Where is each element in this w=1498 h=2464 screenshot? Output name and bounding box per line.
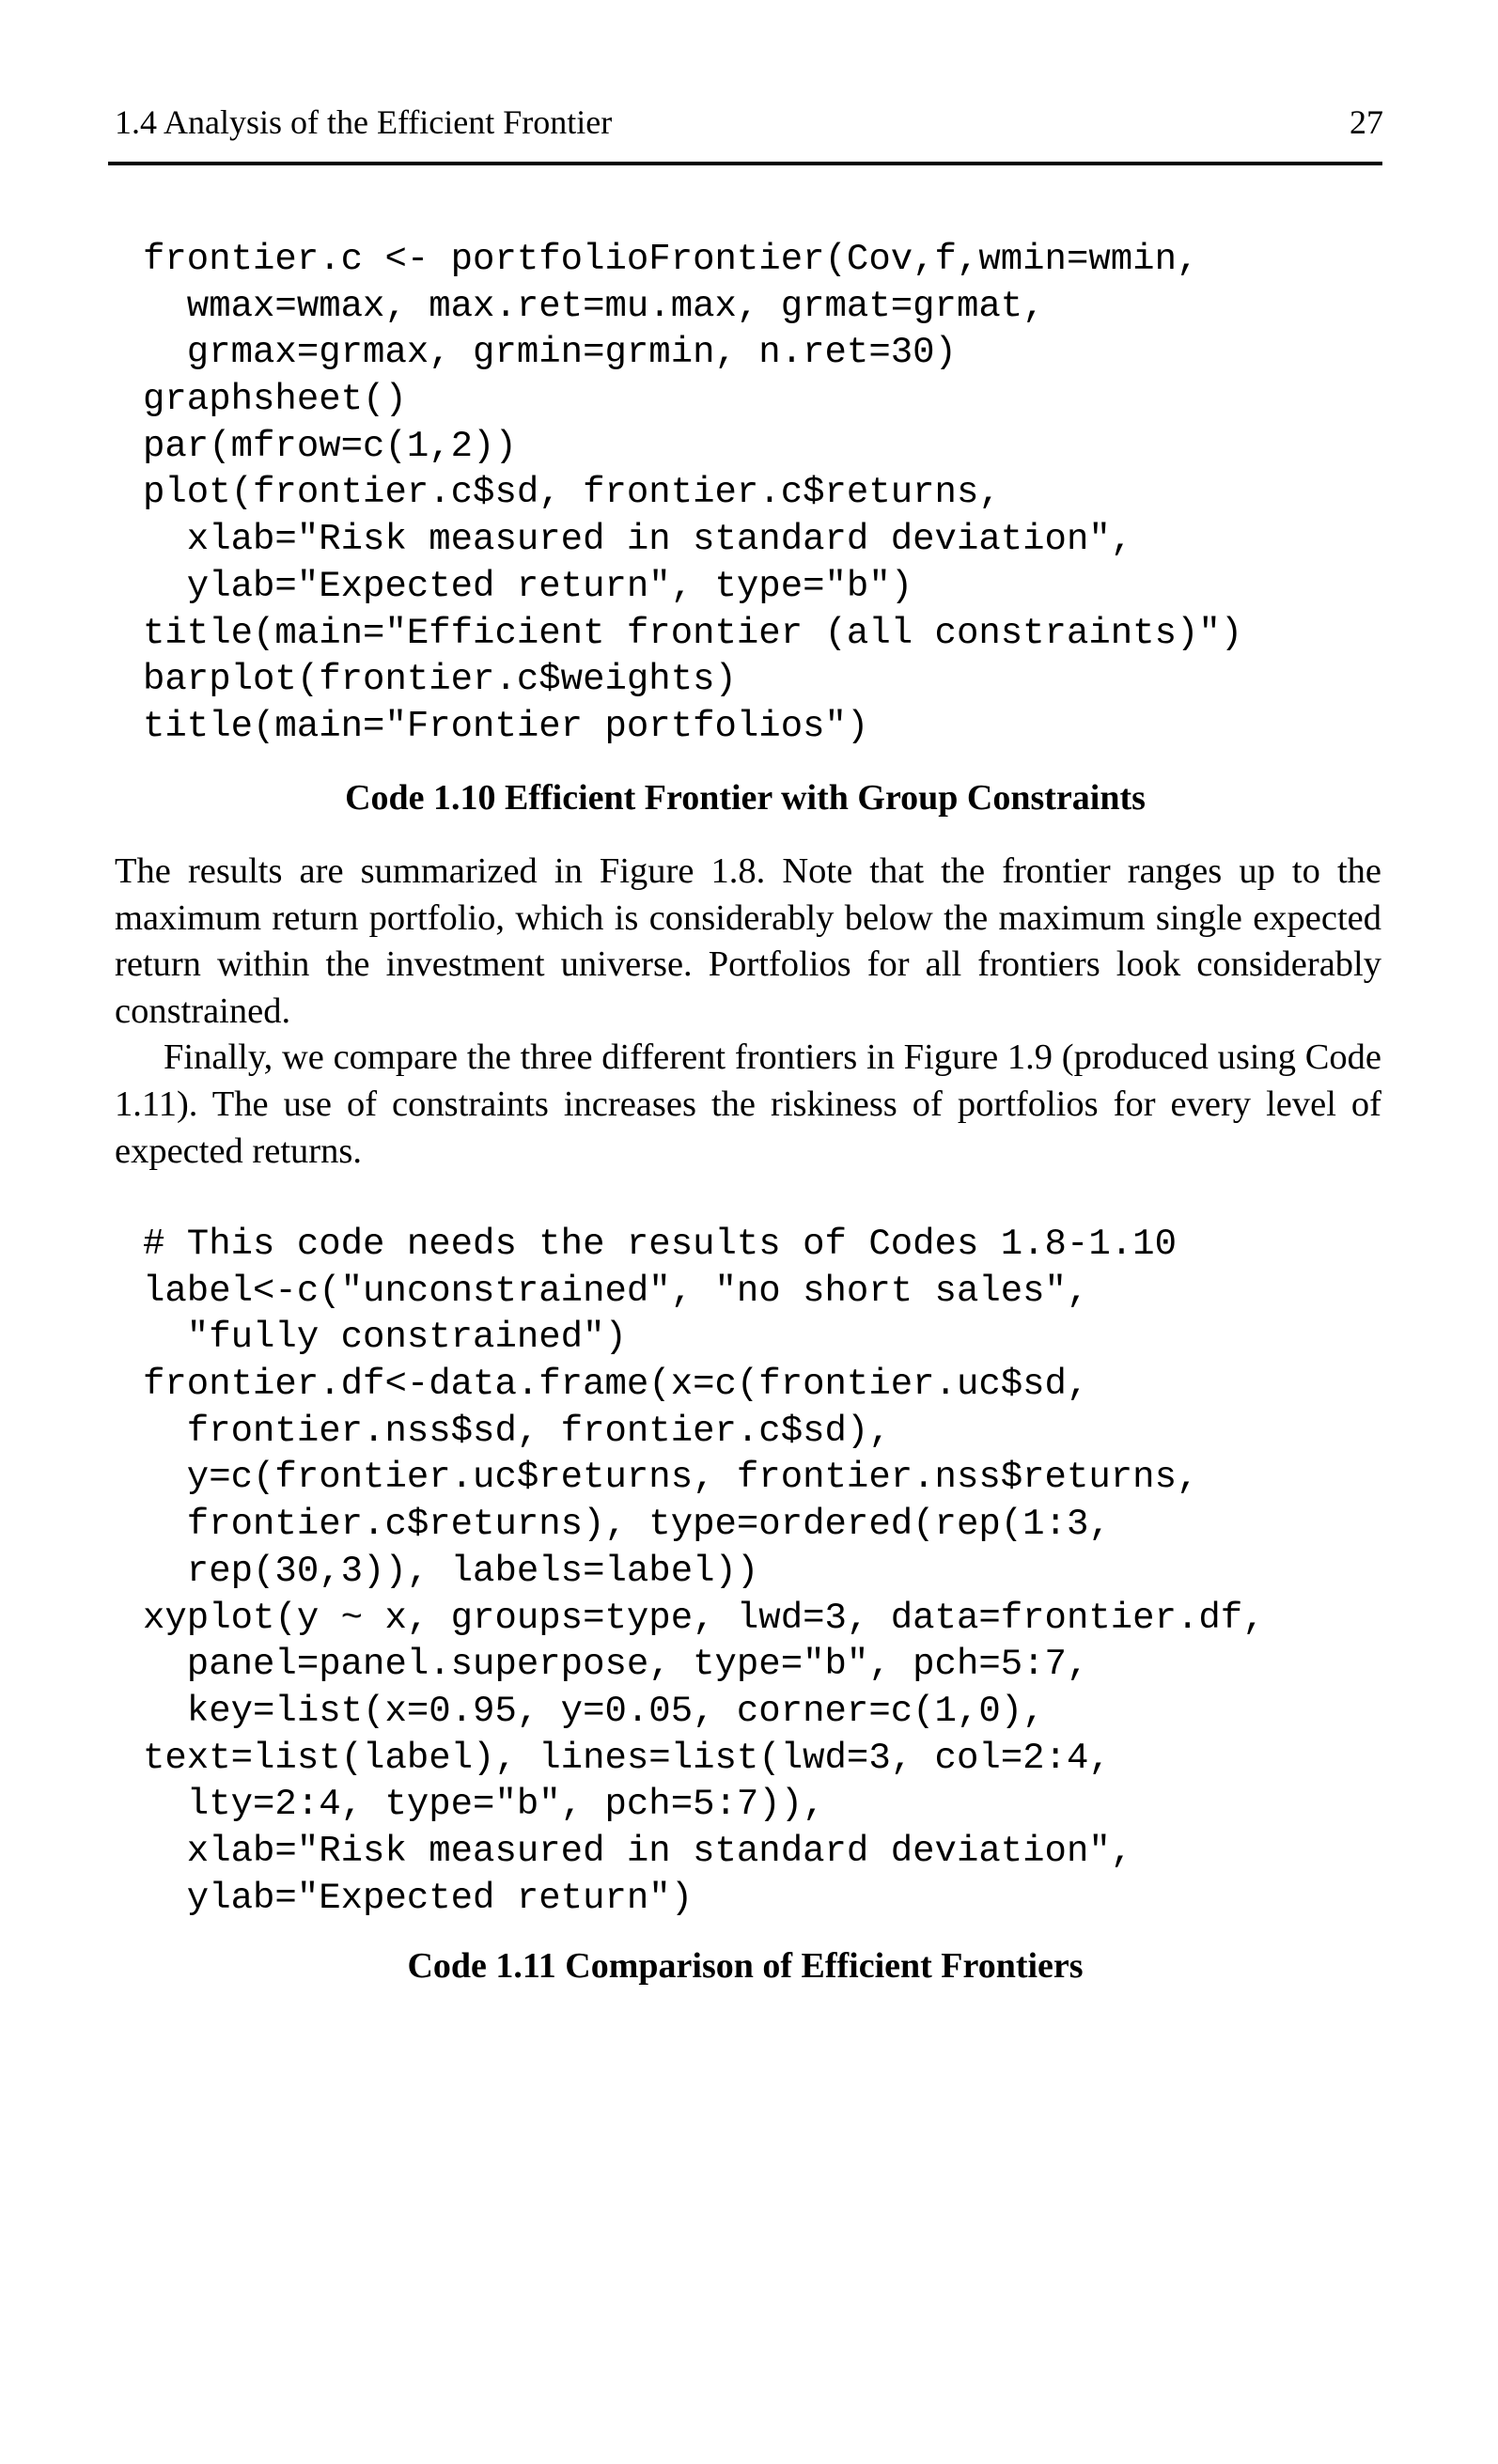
code-line: xlab="Risk measured in standard deviation", [143,519,1133,561]
code-line: y=c(frontier.uc$returns, frontier.nss$returns, [143,1457,1199,1499]
code-listing-1-11 [143,1222,1265,1922]
code-line: grmax=grmax, grmin=grmin, n.ret=30) [143,332,957,374]
code-line: frontier.c$returns), type=ordered(rep(1:3, [143,1504,1111,1546]
code-line: # This code needs the results of Codes 1.8-1.10 [143,1224,1177,1265]
code-line: wmax=wmax, max.ret=mu.max, grmat=grmat, [143,285,1045,327]
code-line: "fully constrained") [143,1317,627,1359]
code-line: frontier.c <- portfolioFrontier(Cov,f,wmin=wmin, [143,239,1199,280]
code-line: plot(frontier.c$sd, frontier.c$returns, [143,472,1001,514]
running-header [115,99,1383,146]
page-number: 27 [1350,103,1383,141]
code-line: barplot(frontier.c$weights) [143,659,737,701]
body-text [115,849,1381,1175]
code-listing-1-10 [143,237,1242,751]
code-line: graphsheet() [143,379,407,421]
code-line: title(main="Frontier portfolios") [143,705,869,747]
paragraph-results: The results are summarized in Figure 1.8. Note that the frontier ranges up to the maximum return portfolio, which is considerably below the maximum single expected return within the investment universe. Portfolios for all frontiers look considerably constrained. [115,851,1381,1031]
paragraph-comparison: Finally, we compare the three different frontiers in Figure 1.9 (produced using Code 1.11). The use of constraints increases the riskiness of portfolios for every level of expected returns. [115,1037,1381,1171]
code-line: ylab="Expected return") [143,1877,694,1919]
section-title: 1.4 Analysis of the Efficient Frontier [115,103,613,141]
code-line: frontier.nss$sd, frontier.c$sd), [143,1410,891,1452]
code-line: xyplot(y ~ x, groups=type, lwd=3, data=frontier.df, [143,1597,1265,1639]
code-line: frontier.df<-data.frame(x=c(frontier.uc$sd, [143,1364,1089,1406]
code-line: key=list(x=0.95, y=0.05, corner=c(1,0), [143,1690,1045,1732]
code-line: rep(30,3)), labels=label)) [143,1550,759,1592]
code-line: label<-c("unconstrained", "no short sales", [143,1270,1089,1312]
code-caption-1-10: Code 1.10 Efficient Frontier with Group Constraints [345,778,1146,818]
code-line: lty=2:4, type="b", pch=5:7)), [143,1784,825,1826]
code-line: xlab="Risk measured in standard deviation", [143,1830,1133,1872]
header-rule [108,162,1382,165]
code-line: title(main="Efficient frontier (all constraints)") [143,612,1243,654]
code-caption-1-11: Code 1.11 Comparison of Efficient Frontiers [407,1946,1084,1986]
code-line: par(mfrow=c(1,2)) [143,425,517,467]
code-line: panel=panel.superpose, type="b", pch=5:7, [143,1644,1089,1686]
code-line: ylab="Expected return", type="b") [143,565,913,607]
code-line: text=list(label), lines=list(lwd=3, col=2:4, [143,1737,1111,1779]
